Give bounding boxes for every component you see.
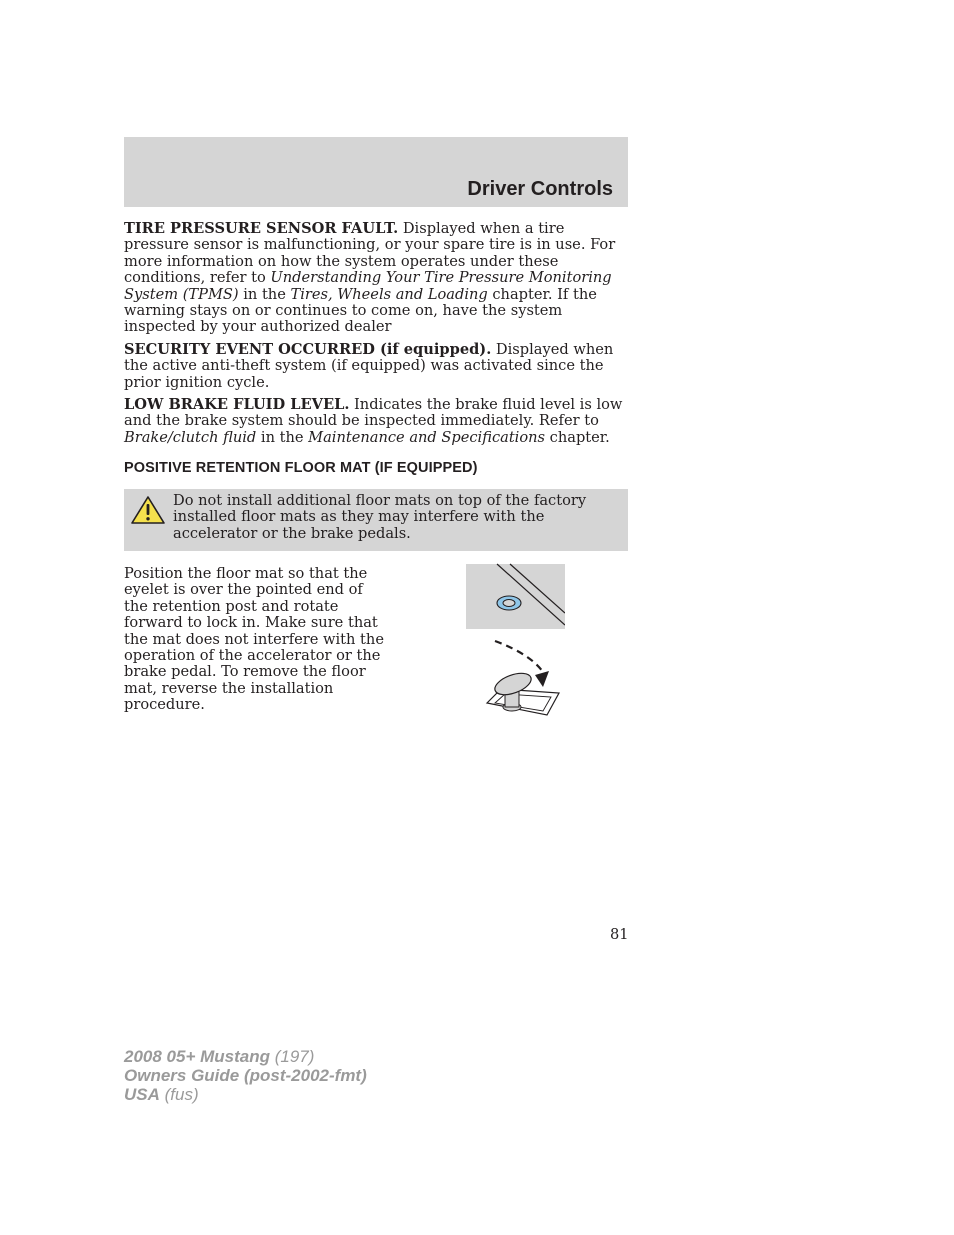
low-brake-fluid-text-1: Indicates the brake fluid level is low and the brake system should be inspected immediately. Refer to (124, 396, 623, 430)
tpms-reference: Understanding Your Tire Pressure Monitoring System (TPMS) (124, 269, 612, 303)
eyelet-icon (497, 596, 521, 610)
footer-model-code: (197) (270, 1047, 315, 1066)
floor-mat-section-heading: POSITIVE RETENTION FLOOR MAT (IF EQUIPPED) (124, 460, 478, 477)
low-brake-fluid-paragraph (124, 397, 628, 446)
tire-pressure-paragraph (124, 221, 628, 336)
document-footer (124, 1047, 367, 1104)
floor-mat-illustration (465, 563, 565, 723)
tire-pressure-text-2: in the (238, 285, 291, 303)
tire-pressure-heading: TIRE PRESSURE SENSOR FAULT. (124, 220, 399, 237)
warning-triangle-icon (130, 494, 166, 526)
tire-pressure-text-3: chapter. If the warning stays on or continues to come on, have the system inspected by your authorized dealer (124, 285, 597, 336)
warning-text: Do not install additional floor mats on top of the factory installed floor mats as they may interfere with the accelerator or the brake pedals. (173, 491, 587, 542)
maintenance-chapter-reference: Maintenance and Specifications (308, 428, 546, 446)
brake-fluid-reference: Brake/clutch fluid (124, 428, 257, 446)
footer-market: USA (124, 1085, 160, 1104)
floor-mat-instructions (124, 566, 628, 736)
chapter-header-band (124, 137, 628, 207)
footer-market-code: (fus) (159, 1085, 199, 1104)
security-event-text: Displayed when the active anti-theft system (if equipped) was activated since the prior ignition cycle. (124, 340, 614, 391)
footer-line-3 (124, 1085, 367, 1104)
footer-guide: Owners Guide (post-2002-fmt) (124, 1066, 367, 1085)
retention-post-icon (487, 669, 559, 715)
footer-line-2 (124, 1066, 367, 1085)
warning-box (124, 489, 628, 551)
mat-panel (466, 564, 565, 629)
security-event-heading: SECURITY EVENT OCCURRED (if equipped). (124, 340, 492, 358)
low-brake-fluid-heading: LOW BRAKE FLUID LEVEL. (124, 396, 350, 414)
page-content (124, 221, 628, 736)
chapter-title: Driver Controls (467, 178, 613, 200)
floor-mat-body: Position the floor mat so that the eyelet is over the pointed end of the retention post and rotate forward to lock in. Make sure that the mat does not interfere with the operation of the accelerator or the brake pedal. To remove the floor mat, reverse the installation procedure. (124, 564, 384, 714)
page-number: 81 (610, 926, 629, 943)
tire-pressure-text-1: Displayed when a tire pressure sensor is malfunctioning, or your spare tire is in use. For more information on how the system operates under these conditions, refer to (124, 220, 616, 287)
low-brake-fluid-text-3: chapter. (545, 428, 610, 446)
security-event-paragraph (124, 342, 628, 391)
footer-line-1 (124, 1047, 367, 1066)
tires-chapter-reference: Tires, Wheels and Loading (290, 285, 488, 303)
low-brake-fluid-text-2: in the (256, 428, 309, 446)
footer-model: 2008 05+ Mustang (124, 1047, 270, 1066)
